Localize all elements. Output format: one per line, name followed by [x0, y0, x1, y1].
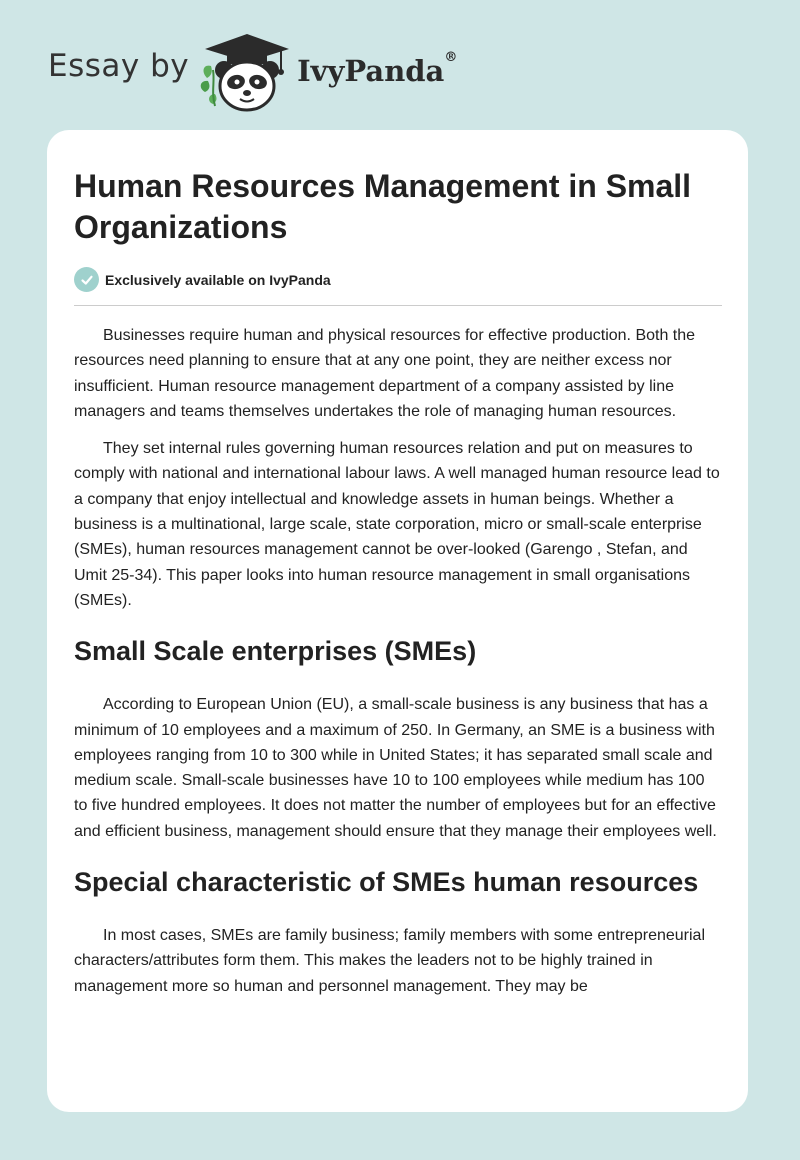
- paragraph: According to European Union (EU), a small-scale business is any business that has a minimum of 10 employees and a maximum of 250. In Germany, an SME is a business with employees ranging from 10 to 300 while in United States; it has separated small scale and medium scale. Small-scale businesses have 10 to 100 employees while medium has 100 to five hundred employees. It does not matter the number of employees but for an effective and efficient business, management should ensure that they manage their employees well.: [74, 696, 717, 840]
- paragraph: They set internal rules governing human resources relation and put on measures to comply with national and international labour laws. A well managed human resource lead to a company that enjoy intellectual and knowledge assets in human beings. Whether a business is a multinational, large scale, state corporation, micro or small-scale enterprise (SMEs), human resources management cannot be over-looked (Garengo , Stefan, and Umit 25-34). This paper looks into human resource management in small organisations (SMEs).: [74, 440, 720, 609]
- paragraph: In most cases, SMEs are family business; family members with some entrepreneurial characters/attributes form them. This makes the leaders not to be highly trained in management more so human and personnel management. They may be: [74, 927, 705, 995]
- exclusive-badge: [74, 267, 722, 306]
- essay-by-label: Essay by: [48, 48, 190, 84]
- exclusive-label: Exclusively available on IvyPanda: [105, 271, 331, 288]
- section-heading: Special characteristic of SMEs human resources: [74, 867, 699, 898]
- check-icon: [74, 267, 99, 292]
- ivy-leaf-icon: [201, 66, 217, 106]
- page-title: Human Resources Management in Small Organizations: [74, 168, 692, 245]
- brand-name: IvyPanda®: [297, 50, 458, 88]
- panda-graduate-icon: [199, 30, 295, 114]
- site-header: [48, 30, 768, 114]
- registered-mark: ®: [444, 50, 458, 65]
- paragraph: Businesses require human and physical resources for effective production. Both the resources need planning to ensure that at any one point, they are neither excess nor insufficient. Human resource management department of a company assisted by line managers and teams themselves undertakes the role of managing human resources.: [74, 327, 696, 420]
- section-heading: Small Scale enterprises (SMEs): [74, 636, 477, 667]
- ivypanda-logo[interactable]: [199, 30, 295, 114]
- essay-card: [47, 130, 748, 1112]
